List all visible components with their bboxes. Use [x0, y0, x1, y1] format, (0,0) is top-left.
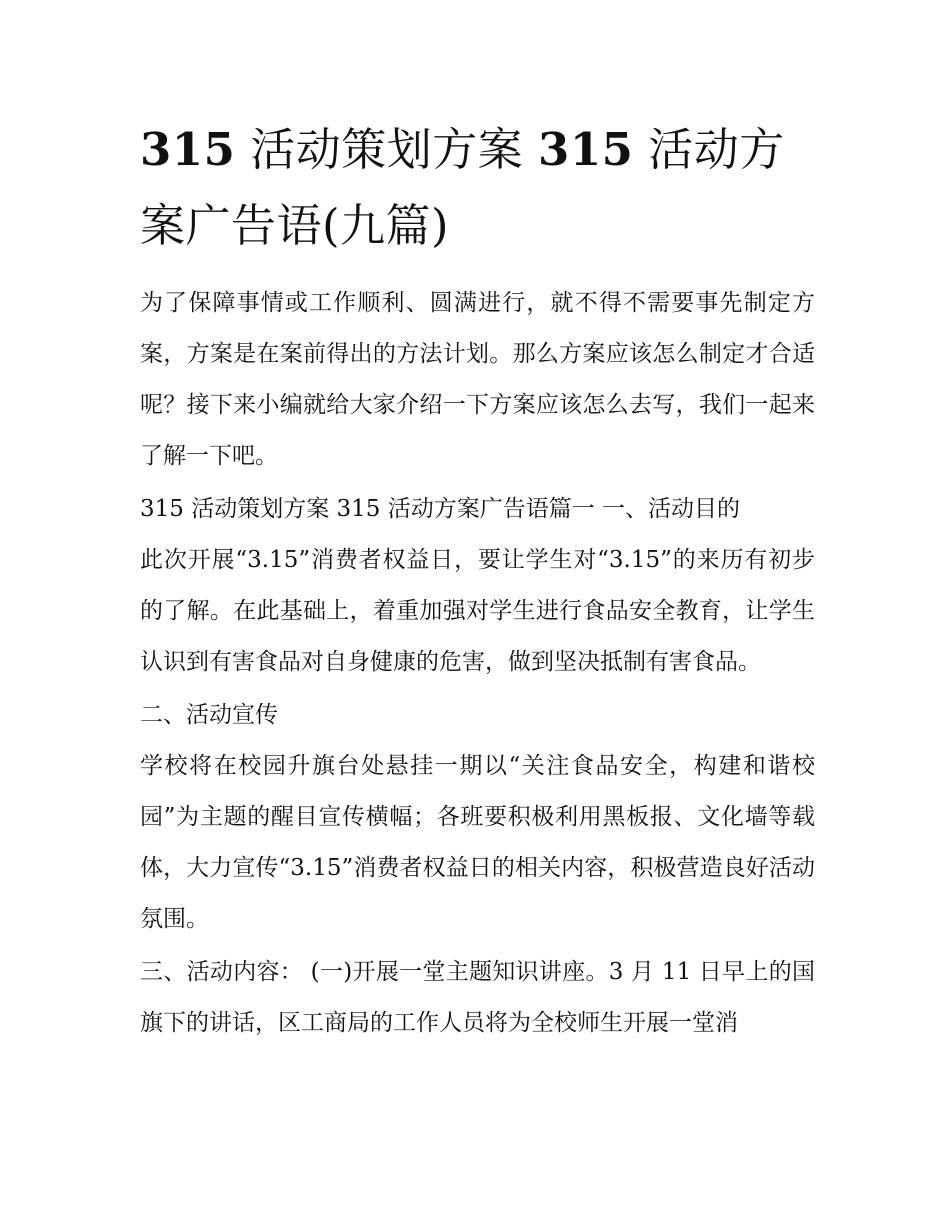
- title-text-1: 活动策划方案: [235, 123, 539, 176]
- title-text-2: 活动方案广告语(九篇): [140, 123, 785, 252]
- section-heading-publicity: 二、活动宣传: [140, 702, 278, 728]
- content-paragraph: 三、活动内容： (一)开展一堂主题知识讲座。3 月 11 日早上的国旗下的讲话，区工商局的工作人员将为全校师生开展一堂消: [140, 959, 815, 1036]
- purpose-paragraph: 此次开展“3.15”消费者权益日，要让学生对“3.15”的来历有初步的了解。在此基础上，着重加强对学生进行食品安全教育，让学生认识到有害食品对自身健康的危害，做到坚决抵制有害食品。: [140, 547, 815, 675]
- title-number-2: 315: [538, 123, 634, 176]
- publicity-paragraph: 学校将在校园升旗台处悬挂一期以“关注食品安全，构建和谐校园”为主题的醒目宣传横幅；各班要积极利用黑板报、文化墙等载体，大力宣传“3.15”消费者权益日的相关内容，积极营造良好活动氛围。: [140, 753, 815, 932]
- document-title: [140, 112, 815, 264]
- document-page: [140, 112, 815, 1049]
- title-number-1: 315: [140, 123, 236, 176]
- intro-paragraph: 为了保障事情或工作顺利、圆满进行，就不得不需要事先制定方案，方案是在案前得出的方法计划。那么方案应该怎么制定才合适呢？接下来小编就给大家介绍一下方案应该怎么去写，我们一起来了解一下吧。: [140, 290, 815, 469]
- section-heading-purpose: 315 活动策划方案 315 活动方案广告语篇一 一、活动目的: [140, 496, 741, 522]
